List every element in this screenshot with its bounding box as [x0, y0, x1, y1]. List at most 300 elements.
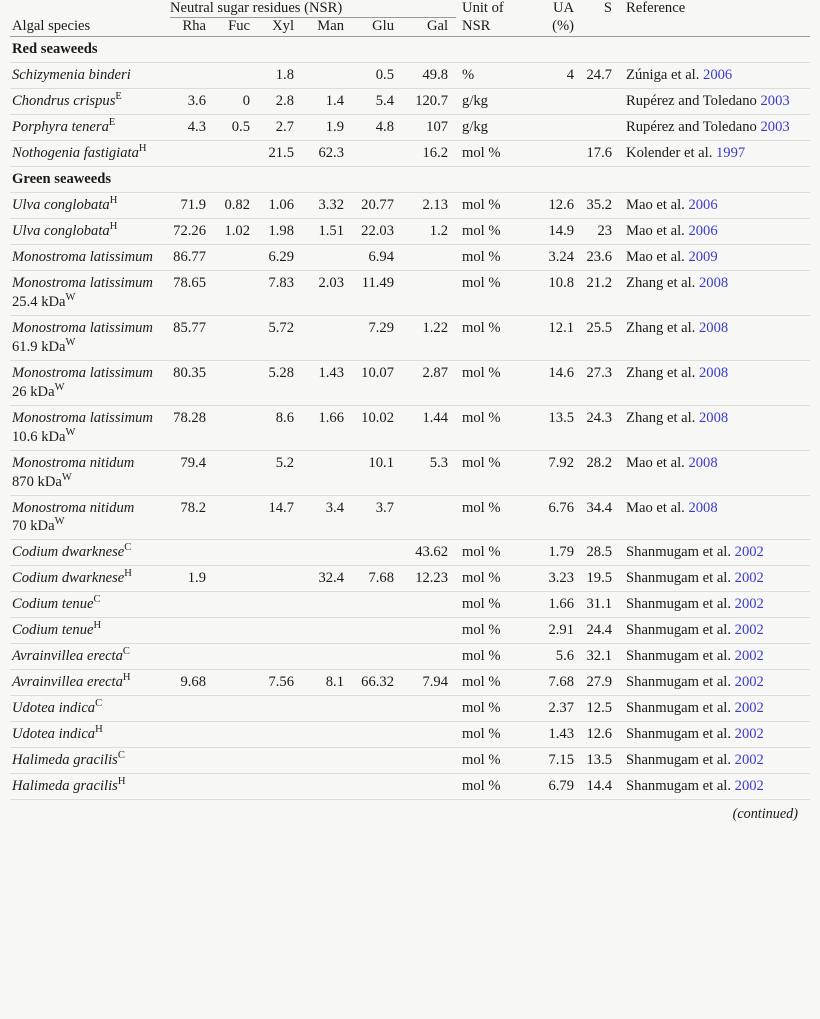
cell-xyl — [258, 696, 302, 722]
cell-ua: 14.6 — [544, 360, 582, 405]
molecular-weight-label: 870 kDa$^W$ — [12, 471, 72, 490]
reference-year-link[interactable]: 2008 — [698, 409, 729, 426]
cell-ua: 12.6 — [544, 192, 582, 218]
cell-fuc — [214, 315, 258, 360]
cell-glu: 7.68 — [352, 566, 402, 592]
table-header — [10, 0, 810, 37]
cell-fuc — [214, 270, 258, 315]
header-reference: Reference — [626, 0, 686, 16]
cell-s: 23 — [582, 218, 620, 244]
cell-species — [10, 270, 170, 315]
cell-xyl — [258, 592, 302, 618]
table-row — [10, 696, 810, 722]
cell-man — [302, 722, 352, 748]
cell-man — [302, 63, 352, 89]
cell-unit: mol % — [456, 540, 544, 566]
reference-author: Shanmugam et al. — [626, 700, 735, 717]
species-superscript: H — [117, 776, 126, 788]
cell-gal: 1.2 — [402, 218, 456, 244]
cell-rha: 80.35 — [170, 360, 214, 405]
header-man: Man — [302, 18, 352, 37]
species-name: Monostroma latissimum — [12, 319, 153, 336]
cell-unit: mol % — [456, 192, 544, 218]
section-header-row — [10, 166, 810, 192]
cell-xyl: 1.8 — [258, 63, 302, 89]
cell-ua: 2.37 — [544, 696, 582, 722]
reference-author: Shanmugam et al. — [626, 570, 735, 587]
cell-s: 24.4 — [582, 618, 620, 644]
species-name: Monostroma nitidum — [12, 499, 135, 516]
cell-fuc — [214, 566, 258, 592]
reference-author: Mao et al. — [626, 454, 689, 471]
species-name: Nothogenia fastigiata — [12, 144, 139, 161]
table-row — [10, 218, 810, 244]
cell-fuc — [214, 618, 258, 644]
species-superscript: H — [124, 568, 132, 580]
header-gal: Gal — [402, 18, 456, 37]
species-superscript: H — [122, 672, 131, 684]
algal-species-composition-table — [10, 0, 810, 800]
header-xyl: Xyl — [258, 18, 302, 37]
species-superscript: H — [109, 221, 118, 233]
cell-xyl — [258, 722, 302, 748]
reference-author: Zhang et al. — [626, 409, 699, 426]
cell-rha — [170, 748, 214, 774]
cell-unit: mol % — [456, 774, 544, 800]
reference-author: Shanmugam et al. — [626, 726, 735, 743]
cell-gal — [402, 244, 456, 270]
header-unit-line2: NSR — [456, 18, 544, 37]
species-superscript: C — [124, 542, 132, 554]
cell-s: 13.5 — [582, 748, 620, 774]
reference-author: Shanmugam et al. — [626, 544, 735, 561]
reference-year-link[interactable]: 2002 — [734, 726, 764, 743]
cell-species — [10, 722, 170, 748]
cell-ua: 7.92 — [544, 450, 582, 495]
cell-s: 28.2 — [582, 450, 620, 495]
cell-man — [302, 748, 352, 774]
cell-species — [10, 450, 170, 495]
cell-xyl: 5.72 — [258, 315, 302, 360]
reference-year-link[interactable]: 2002 — [734, 778, 764, 795]
cell-fuc — [214, 722, 258, 748]
cell-gal: 12.23 — [402, 566, 456, 592]
cell-man — [302, 774, 352, 800]
cell-rha: 86.77 — [170, 244, 214, 270]
cell-rha — [170, 696, 214, 722]
cell-gal: 1.44 — [402, 405, 456, 450]
table-row — [10, 450, 810, 495]
species-superscript: E — [115, 91, 122, 103]
species-name: Chondrus crispus — [12, 93, 116, 110]
cell-unit: % — [456, 63, 544, 89]
cell-man — [302, 592, 352, 618]
cell-unit: mol % — [456, 450, 544, 495]
species-name: Halimeda gracilis — [12, 778, 118, 795]
cell-s: 34.4 — [582, 495, 620, 540]
cell-species — [10, 89, 170, 115]
cell-ua: 5.6 — [544, 644, 582, 670]
cell-s: 24.7 — [582, 63, 620, 89]
table-row — [10, 592, 810, 618]
cell-s: 25.5 — [582, 315, 620, 360]
cell-reference — [620, 592, 810, 618]
section-header-label: Green seaweeds — [10, 166, 810, 192]
table-row — [10, 566, 810, 592]
cell-xyl — [258, 618, 302, 644]
reference-author: Shanmugam et al. — [626, 778, 735, 795]
cell-s: 27.9 — [582, 670, 620, 696]
cell-unit: g/kg — [456, 115, 544, 141]
molecular-weight-label: 70 kDa$^W$ — [12, 516, 65, 535]
cell-unit: mol % — [456, 270, 544, 315]
cell-glu — [352, 774, 402, 800]
reference-year-link[interactable]: 2002 — [734, 700, 764, 717]
cell-unit: g/kg — [456, 89, 544, 115]
species-name: Codium dwarknese — [12, 570, 125, 587]
cell-reference — [620, 89, 810, 115]
cell-fuc: 0.82 — [214, 192, 258, 218]
species-name: Udotea indica — [12, 726, 96, 743]
reference-year-link[interactable]: 2002 — [734, 596, 764, 613]
cell-xyl — [258, 566, 302, 592]
header-unit-line1: Unit of — [462, 0, 504, 16]
cell-fuc: 1.02 — [214, 218, 258, 244]
cell-glu — [352, 140, 402, 166]
cell-glu: 0.5 — [352, 63, 402, 89]
cell-gal: 49.8 — [402, 63, 456, 89]
cell-species — [10, 360, 170, 405]
cell-unit: mol % — [456, 360, 544, 405]
cell-reference — [620, 774, 810, 800]
cell-ua: 1.43 — [544, 722, 582, 748]
cell-xyl: 21.5 — [258, 140, 302, 166]
cell-s: 32.1 — [582, 644, 620, 670]
cell-reference — [620, 540, 810, 566]
table-row — [10, 244, 810, 270]
cell-gal — [402, 722, 456, 748]
cell-species — [10, 495, 170, 540]
cell-reference — [620, 566, 810, 592]
cell-fuc — [214, 644, 258, 670]
cell-rha: 78.2 — [170, 495, 214, 540]
reference-year-link[interactable]: 2002 — [734, 544, 764, 561]
cell-reference — [620, 670, 810, 696]
cell-s: 19.5 — [582, 566, 620, 592]
cell-unit: mol % — [456, 748, 544, 774]
header-rha: Rha — [170, 18, 214, 37]
cell-xyl: 5.2 — [258, 450, 302, 495]
reference-year-link[interactable]: 2008 — [698, 274, 729, 291]
cell-gal: 7.94 — [402, 670, 456, 696]
cell-s: 31.1 — [582, 592, 620, 618]
cell-fuc — [214, 696, 258, 722]
reference-author: Rupérez and Toledano — [626, 119, 761, 135]
cell-gal — [402, 495, 456, 540]
cell-species — [10, 592, 170, 618]
header-s: S — [603, 0, 613, 16]
cell-fuc — [214, 540, 258, 566]
reference-year-link[interactable]: 2006 — [688, 196, 718, 213]
reference-year-link[interactable]: 2008 — [698, 319, 729, 336]
cell-unit: mol % — [456, 244, 544, 270]
cell-rha: 3.6 — [170, 89, 214, 115]
cell-fuc — [214, 450, 258, 495]
cell-fuc — [214, 495, 258, 540]
cell-species — [10, 192, 170, 218]
cell-rha: 72.26 — [170, 218, 214, 244]
reference-author: Shanmugam et al. — [626, 622, 735, 639]
cell-reference — [620, 405, 810, 450]
cell-gal — [402, 270, 456, 315]
cell-reference — [620, 696, 810, 722]
cell-man — [302, 696, 352, 722]
cell-unit: mol % — [456, 495, 544, 540]
cell-xyl — [258, 774, 302, 800]
species-name: Avrainvillea erecta — [12, 648, 123, 665]
reference-author: Zhang et al. — [626, 319, 699, 336]
cell-man: 32.4 — [302, 566, 352, 592]
molecular-weight-label: 26 kDa$^W$ — [12, 381, 65, 400]
species-name: Monostroma latissimum — [12, 409, 153, 426]
cell-ua: 1.66 — [544, 592, 582, 618]
cell-s: 14.4 — [582, 774, 620, 800]
cell-xyl — [258, 540, 302, 566]
reference-author: Rupérez and Toledano — [626, 93, 761, 110]
cell-xyl: 2.8 — [258, 89, 302, 115]
cell-gal — [402, 774, 456, 800]
cell-glu: 10.07 — [352, 360, 402, 405]
cell-rha — [170, 592, 214, 618]
cell-fuc — [214, 360, 258, 405]
cell-reference — [620, 140, 810, 166]
species-superscript: C — [117, 750, 125, 762]
molecular-weight-label: 25.4 kDa$^W$ — [12, 291, 76, 310]
species-superscript: H — [95, 724, 103, 736]
cell-reference — [620, 748, 810, 774]
cell-s: 17.6 — [582, 140, 620, 166]
cell-glu: 3.7 — [352, 495, 402, 540]
cell-xyl: 1.98 — [258, 218, 302, 244]
header-group-nsr: Neutral sugar residues (NSR) — [170, 0, 456, 18]
cell-ua: 6.79 — [544, 774, 582, 800]
cell-s: 12.6 — [582, 722, 620, 748]
cell-species — [10, 644, 170, 670]
cell-unit: mol % — [456, 618, 544, 644]
cell-species — [10, 63, 170, 89]
cell-s: 24.3 — [582, 405, 620, 450]
cell-ua: 14.9 — [544, 218, 582, 244]
cell-rha — [170, 644, 214, 670]
cell-rha — [170, 618, 214, 644]
species-name: Halimeda gracilis — [12, 752, 118, 769]
species-superscript: H — [93, 620, 102, 632]
species-name: Codium tenue — [12, 622, 94, 639]
cell-gal: 5.3 — [402, 450, 456, 495]
cell-rha — [170, 540, 214, 566]
header-ua-line1: UA — [552, 0, 575, 16]
cell-gal: 16.2 — [402, 140, 456, 166]
reference-author: Mao et al. — [626, 499, 689, 516]
reference-year-link[interactable]: 2008 — [688, 499, 718, 516]
cell-fuc: 0.5 — [214, 115, 258, 141]
cell-xyl: 8.6 — [258, 405, 302, 450]
cell-fuc — [214, 244, 258, 270]
header-glu: Glu — [352, 18, 402, 37]
cell-man — [302, 540, 352, 566]
cell-unit: mol % — [456, 670, 544, 696]
reference-author: Mao et al. — [626, 196, 689, 213]
cell-glu — [352, 696, 402, 722]
cell-gal — [402, 592, 456, 618]
cell-glu — [352, 722, 402, 748]
reference-year-link[interactable]: 2003 — [760, 119, 790, 135]
header-fuc: Fuc — [214, 18, 258, 37]
cell-glu: 66.32 — [352, 670, 402, 696]
species-name: Monostroma latissimum — [12, 274, 153, 291]
cell-gal: 2.13 — [402, 192, 456, 218]
cell-rha: 79.4 — [170, 450, 214, 495]
table-row — [10, 644, 810, 670]
cell-s: 28.5 — [582, 540, 620, 566]
reference-year-link[interactable]: 2009 — [688, 248, 718, 265]
cell-ua — [544, 89, 582, 115]
cell-ua: 4 — [544, 63, 582, 89]
cell-rha: 1.9 — [170, 566, 214, 592]
cell-rha: 4.3 — [170, 115, 214, 141]
cell-glu — [352, 748, 402, 774]
species-name: Schizymenia binderi — [12, 67, 131, 84]
cell-man: 2.03 — [302, 270, 352, 315]
table-row — [10, 618, 810, 644]
reference-year-link[interactable]: 2002 — [734, 570, 764, 587]
cell-gal — [402, 618, 456, 644]
cell-xyl — [258, 748, 302, 774]
molecular-weight-superscript: W — [65, 336, 76, 348]
cell-unit: mol % — [456, 218, 544, 244]
cell-reference — [620, 218, 810, 244]
molecular-weight-label: 61.9 kDa$^W$ — [12, 336, 76, 355]
reference-author: Kolender et al. — [626, 144, 716, 161]
cell-reference — [620, 495, 810, 540]
cell-unit: mol % — [456, 405, 544, 450]
cell-xyl: 14.7 — [258, 495, 302, 540]
cell-rha: 85.77 — [170, 315, 214, 360]
cell-man: 3.4 — [302, 495, 352, 540]
reference-year-link[interactable]: 2002 — [734, 674, 764, 691]
cell-man: 8.1 — [302, 670, 352, 696]
cell-glu: 5.4 — [352, 89, 402, 115]
reference-author: Mao et al. — [626, 222, 689, 239]
cell-glu — [352, 592, 402, 618]
cell-ua: 2.91 — [544, 618, 582, 644]
species-superscript: C — [122, 646, 130, 658]
cell-reference — [620, 450, 810, 495]
cell-reference — [620, 722, 810, 748]
cell-ua: 1.79 — [544, 540, 582, 566]
cell-unit: mol % — [456, 592, 544, 618]
species-superscript: H — [109, 195, 118, 207]
reference-year-link[interactable]: 1997 — [716, 144, 746, 161]
cell-species — [10, 670, 170, 696]
reference-author: Shanmugam et al. — [626, 596, 735, 613]
cell-s: 12.5 — [582, 696, 620, 722]
cell-species — [10, 405, 170, 450]
table-row — [10, 89, 810, 115]
cell-rha: 78.65 — [170, 270, 214, 315]
cell-s — [582, 115, 620, 141]
cell-xyl: 7.56 — [258, 670, 302, 696]
cell-ua: 6.76 — [544, 495, 582, 540]
reference-year-link[interactable]: 2002 — [734, 648, 764, 665]
section-header-label: Red seaweeds — [10, 37, 810, 63]
table-row — [10, 270, 810, 315]
cell-reference — [620, 315, 810, 360]
cell-xyl: 5.28 — [258, 360, 302, 405]
cell-species — [10, 244, 170, 270]
cell-man: 1.43 — [302, 360, 352, 405]
cell-man — [302, 644, 352, 670]
cell-reference — [620, 115, 810, 141]
reference-year-link[interactable]: 2008 — [698, 364, 729, 381]
cell-species — [10, 566, 170, 592]
cell-fuc — [214, 405, 258, 450]
species-name: Monostroma latissimum — [12, 364, 153, 381]
reference-year-link[interactable]: 2003 — [760, 93, 790, 110]
cell-species — [10, 218, 170, 244]
cell-rha: 71.9 — [170, 192, 214, 218]
cell-fuc — [214, 774, 258, 800]
table-row — [10, 722, 810, 748]
cell-gal — [402, 644, 456, 670]
cell-reference — [620, 192, 810, 218]
cell-species — [10, 696, 170, 722]
cell-man: 1.9 — [302, 115, 352, 141]
cell-fuc — [214, 63, 258, 89]
reference-year-link[interactable]: 2008 — [688, 454, 718, 471]
cell-rha — [170, 774, 214, 800]
cell-ua: 10.8 — [544, 270, 582, 315]
cell-ua: 7.15 — [544, 748, 582, 774]
table-row — [10, 360, 810, 405]
header-row-top — [10, 0, 810, 18]
cell-ua: 3.23 — [544, 566, 582, 592]
cell-xyl — [258, 644, 302, 670]
cell-ua: 13.5 — [544, 405, 582, 450]
reference-author: Shanmugam et al. — [626, 752, 735, 769]
reference-year-link[interactable]: 2002 — [734, 752, 764, 769]
reference-year-link[interactable]: 2006 — [703, 67, 733, 84]
species-superscript: C — [95, 698, 103, 710]
cell-man: 1.66 — [302, 405, 352, 450]
cell-gal: 1.22 — [402, 315, 456, 360]
table-row — [10, 495, 810, 540]
cell-glu — [352, 540, 402, 566]
table-row — [10, 774, 810, 800]
molecular-weight-superscript: W — [65, 426, 76, 438]
cell-man — [302, 618, 352, 644]
reference-year-link[interactable]: 2002 — [734, 622, 764, 639]
reference-year-link[interactable]: 2006 — [688, 222, 718, 239]
species-superscript: E — [108, 117, 116, 129]
reference-author: Zhang et al. — [626, 364, 699, 381]
cell-species — [10, 540, 170, 566]
cell-gal: 120.7 — [402, 89, 456, 115]
cell-ua: 12.1 — [544, 315, 582, 360]
cell-species — [10, 115, 170, 141]
cell-man — [302, 315, 352, 360]
cell-unit: mol % — [456, 315, 544, 360]
